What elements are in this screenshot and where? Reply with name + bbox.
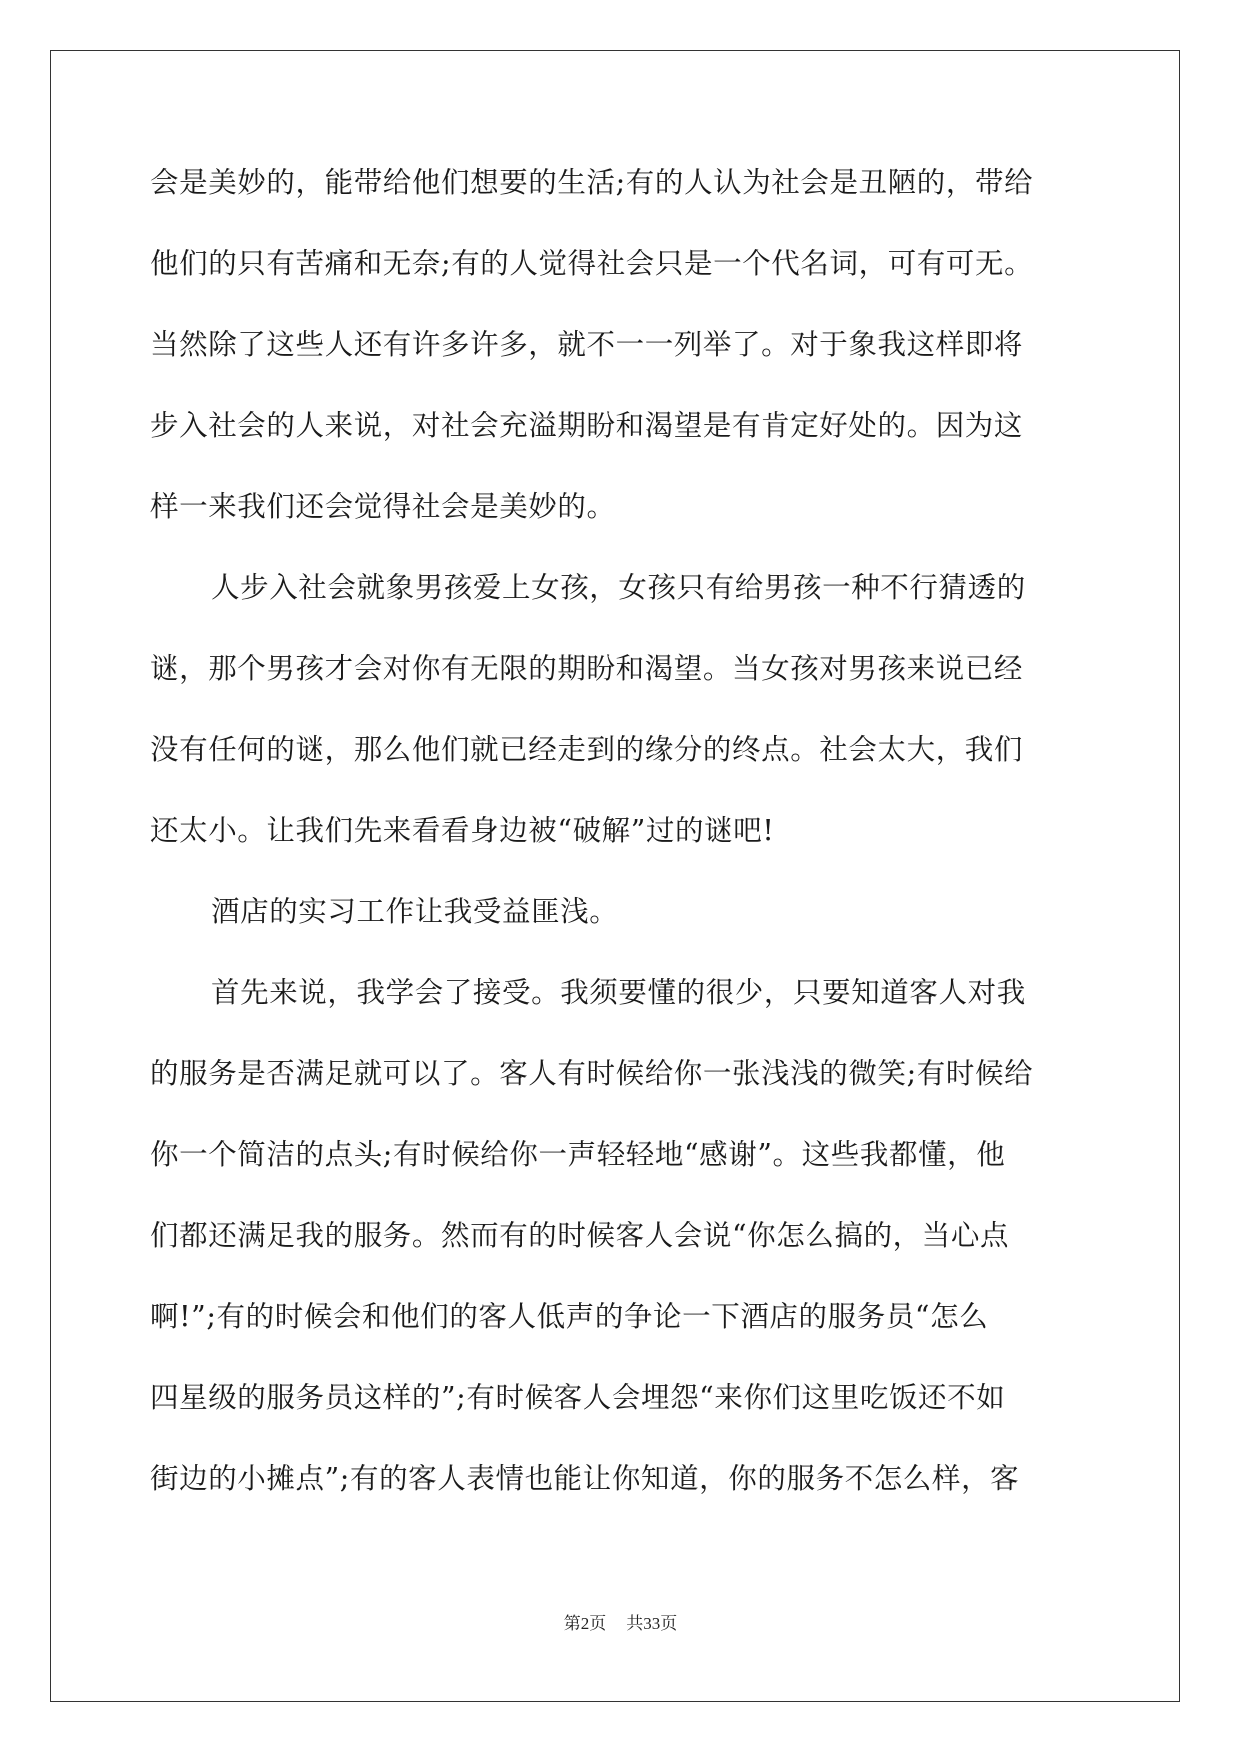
paragraph-start-line: 人步入社会就象男孩爱上女孩，女孩只有给男孩一种不行猜透的 — [211, 571, 1026, 604]
text-line: 他们的只有苦痛和无奈;有的人觉得社会只是一个代名词，可有可无。 — [150, 247, 1034, 280]
page-total: 共33页 — [626, 1614, 678, 1633]
paragraph-start-line: 首先来说，我学会了接受。我须要懂的很少，只要知道客人对我 — [211, 976, 1026, 1009]
text-line: 步入社会的人来说，对社会充溢期盼和渴望是有肯定好处的。因为这 — [150, 409, 1024, 442]
text-line: 四星级的服务员这样的”;有时候客人会埋怨“来你们这里吃饭还不如 — [150, 1381, 1006, 1414]
text-line: 还太小。让我们先来看看身边被“破解”过的谜吧! — [150, 814, 775, 847]
text-line: 会是美妙的，能带给他们想要的生活;有的人认为社会是丑陋的，带给 — [150, 166, 1034, 199]
page-footer — [0, 1609, 1241, 1634]
text-line: 的服务是否满足就可以了。客人有时候给你一张浅浅的微笑;有时候给 — [150, 1057, 1034, 1090]
text-line: 啊!”;有的时候会和他们的客人低声的争论一下酒店的服务员“怎么 — [150, 1300, 989, 1333]
paragraph-start-line: 酒店的实习工作让我受益匪浅。 — [211, 895, 619, 928]
text-line: 没有任何的谜，那么他们就已经走到的缘分的终点。社会太大，我们 — [150, 733, 1024, 766]
text-line: 当然除了这些人还有许多许多，就不一一列举了。对于象我这样即将 — [150, 328, 1024, 361]
text-line: 样一来我们还会觉得社会是美妙的。 — [150, 490, 616, 523]
page-number: 第2页 — [563, 1614, 607, 1633]
text-line: 谜，那个男孩才会对你有无限的期盼和渴望。当女孩对男孩来说已经 — [150, 652, 1024, 685]
document-body — [150, 158, 1086, 1535]
text-line: 街边的小摊点”;有的客人表情也能让你知道，你的服务不怎么样，客 — [150, 1462, 1020, 1495]
text-line: 们都还满足我的服务。然而有的时候客人会说“你怎么搞的，当心点 — [150, 1219, 1010, 1252]
text-line: 你一个简洁的点头;有时候给你一声轻轻地“感谢”。这些我都懂，他 — [150, 1138, 1006, 1171]
